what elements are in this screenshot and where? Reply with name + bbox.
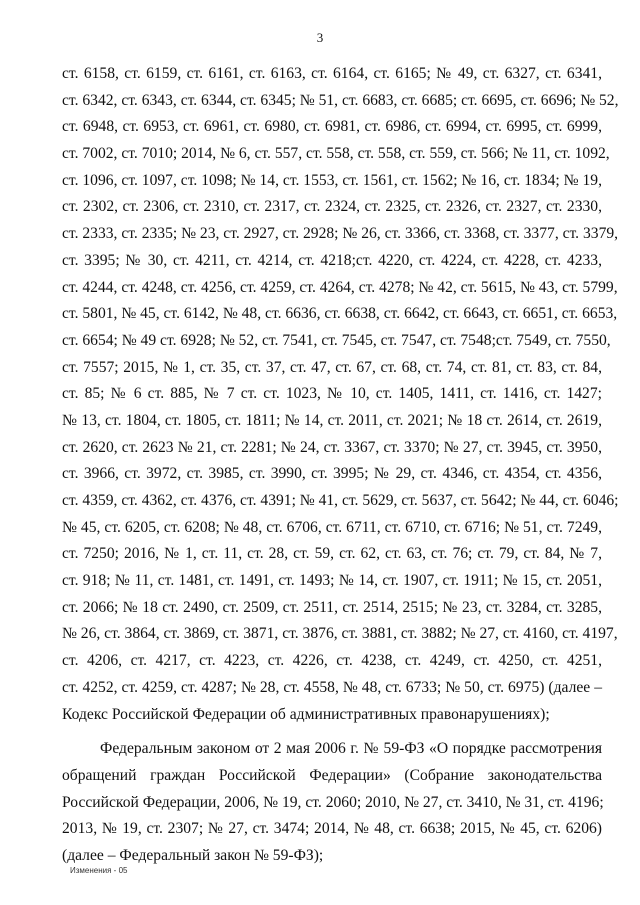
document-body	[62, 61, 619, 870]
text-line: ст. 4244, ст. 4248, ст. 4256, ст. 4259, ст. 4264, ст. 4278; № 42, ст. 5615, № 43, ст. 5799,	[62, 278, 618, 296]
text-line: ст. 6158, ст. 6159, ст. 6161, ст. 6163, ст. 6164, ст. 6165; № 49, ст. 6327, ст. 6341,	[62, 65, 602, 82]
text-line: Кодекс Российской Федерации об административных правонарушениях);	[62, 705, 550, 723]
text-line: Федеральным законом от 2 мая 2006 г. № 59-ФЗ «О порядке рассмотрения	[100, 740, 602, 758]
revision-note: Изменения - 05	[70, 866, 128, 875]
text-line: ст. 2066; № 18 ст. 2490, ст. 2509, ст. 2511, ст. 2514, 2515; № 23, ст. 3284, ст. 3285,	[62, 598, 602, 616]
text-line: ст. 2333, ст. 2335; № 23, ст. 2927, ст. 2928; № 26, ст. 3366, ст. 3368, ст. 3377, ст. 3379,	[62, 225, 619, 243]
text-line: ст. 6342, ст. 6343, ст. 6344, ст. 6345; № 51, ст. 6683, ст. 6685; ст. 6695, ст. 6696; № 52,	[62, 91, 619, 109]
text-line: ст. 4206, ст. 4217, ст. 4223, ст. 4226, ст. 4238, ст. 4249, ст. 4250, ст. 4251,	[62, 652, 602, 670]
text-line: ст. 3966, ст. 3972, ст. 3985, ст. 3990, ст. 3995; № 29, ст. 4346, ст. 4354, ст. 4356,	[62, 465, 602, 483]
text-line: № 13, ст. 1804, ст. 1805, ст. 1811; № 14, ст. 2011, ст. 2021; № 18 ст. 2614, ст. 2619,	[62, 411, 602, 429]
paragraph-citations	[62, 61, 619, 728]
paragraph-federal-law-59	[62, 736, 602, 869]
text-line: ст. 918; № 11, ст. 1481, ст. 1491, ст. 1493; № 14, ст. 1907, ст. 1911; № 15, ст. 2051,	[62, 572, 602, 590]
text-line: ст. 2302, ст. 2306, ст. 2310, ст. 2317, ст. 2324, ст. 2325, ст. 2326, ст. 2327, ст. 2330,	[62, 198, 602, 216]
text-line: ст. 2620, ст. 2623 № 21, ст. 2281; № 24, ст. 3367, ст. 3370; № 27, ст. 3945, ст. 3950,	[62, 438, 602, 456]
text-line: ст. 3395; № 30, ст. 4211, ст. 4214, ст. 4218;ст. 4220, ст. 4224, ст. 4228, ст. 4233,	[62, 251, 602, 269]
text-line: (далее – Федеральный закон № 59-ФЗ);	[62, 846, 324, 864]
text-line: ст. 7002, ст. 7010; 2014, № 6, ст. 557, ст. 558, ст. 558, ст. 559, ст. 566; № 11, ст. 1092,	[62, 145, 610, 163]
text-line: ст. 7250; 2016, № 1, ст. 11, ст. 28, ст. 59, ст. 62, ст. 63, ст. 76; ст. 79, ст. 84, № 7,	[62, 545, 602, 563]
text-line: ст. 4359, ст. 4362, ст. 4376, ст. 4391; № 41, ст. 5629, ст. 5637, ст. 5642; № 44, ст. 6046;	[62, 492, 619, 509]
text-line: ст. 5801, № 45, ст. 6142, № 48, ст. 6636, ст. 6638, ст. 6642, ст. 6643, ст. 6651, ст. 6653,	[62, 305, 618, 323]
text-line: 2013, № 19, ст. 2307; № 27, ст. 3474; 2014, № 48, ст. 6638; 2015, № 45, ст. 6206)	[62, 820, 602, 838]
text-line: № 45, ст. 6205, ст. 6208; № 48, ст. 6706, ст. 6711, ст. 6710, ст. 6716; № 51, ст. 7249,	[62, 518, 602, 536]
text-line: обращений граждан Российской Федерации» (Собрание законодательства	[62, 766, 602, 784]
text-line: № 26, ст. 3864, ст. 3869, ст. 3871, ст. 3876, ст. 3881, ст. 3882; № 27, ст. 4160, ст. 4197,	[62, 625, 618, 643]
text-line: Российской Федерации, 2006, № 19, ст. 2060; 2010, № 27, ст. 3410, № 31, ст. 4196;	[62, 793, 604, 811]
page-number: 3	[316, 30, 324, 45]
text-line: ст. 7557; 2015, № 1, ст. 35, ст. 37, ст. 47, ст. 67, ст. 68, ст. 74, ст. 81, ст. 83, ст. 84,	[62, 358, 602, 376]
text-line: ст. 4252, ст. 4259, ст. 4287; № 28, ст. 4558, № 48, ст. 6733; № 50, ст. 6975) (далее –	[62, 678, 602, 696]
text-line: ст. 6654; № 49 ст. 6928; № 52, ст. 7541, ст. 7545, ст. 7547, ст. 7548;ст. 7549, ст. 7550,	[62, 331, 611, 349]
text-line: ст. 6948, ст. 6953, ст. 6961, ст. 6980, ст. 6981, ст. 6986, ст. 6994, ст. 6995, ст. 6999,	[62, 118, 602, 136]
text-line: ст. 1096, ст. 1097, ст. 1098; № 14, ст. 1553, ст. 1561, ст. 1562; № 16, ст. 1834; № 19,	[62, 171, 602, 189]
text-line: ст. 85; № 6 ст. 885, № 7 ст. ст. 1023, № 10, ст. 1405, 1411, ст. 1416, ст. 1427;	[62, 385, 602, 403]
